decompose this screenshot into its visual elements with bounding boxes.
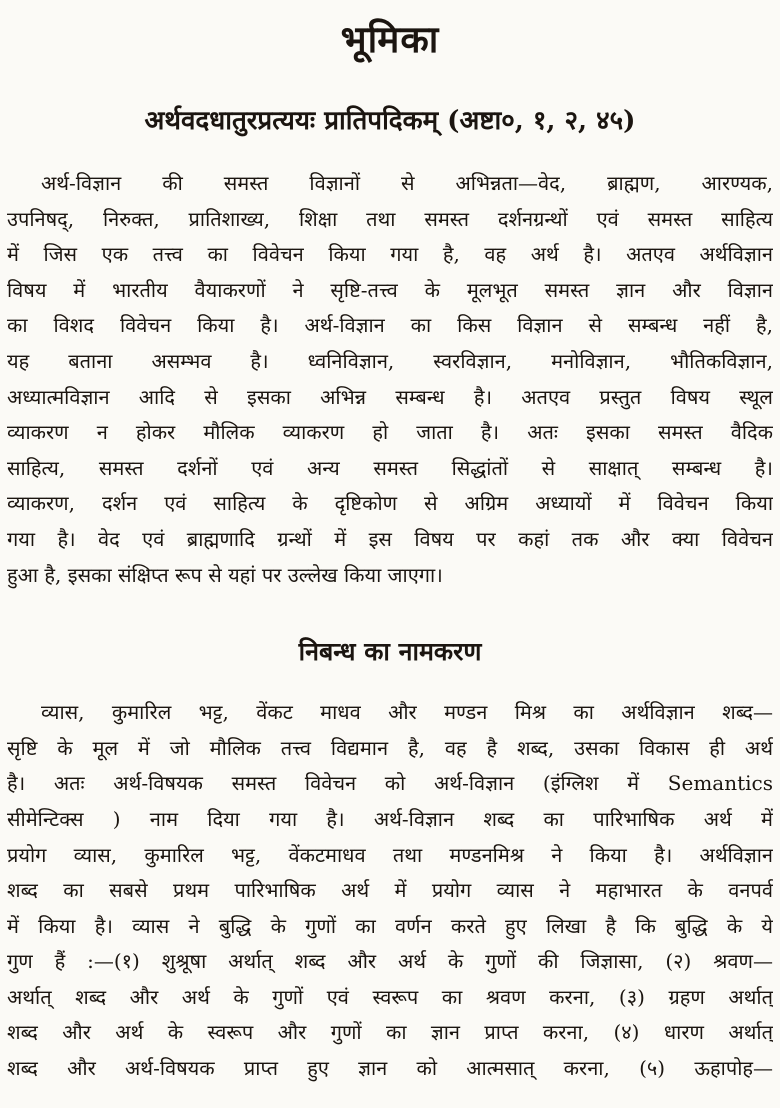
sutra-heading: अर्थवदधातुरप्रत्ययः प्रातिपदिकम् (अष्टा०, १, २, ४५): [144, 106, 636, 136]
intro-paragraph: [7, 166, 773, 593]
page-title: भूमिका: [340, 17, 440, 61]
paragraph-line: व्याकरण, दर्शन एवं साहित्य के दृष्टिकोण से अग्रिम अध्यायों में विवेचन किया: [7, 491, 773, 516]
paragraph-line: हुआ है, इसका संक्षिप्त रूप से यहां पर उल्लेख किया जाएगा।: [7, 562, 443, 587]
paragraph-line: में जिस एक तत्त्व का विवेचन किया गया है, वह अर्थ है। अतएव अर्थविज्ञान: [7, 242, 773, 267]
paragraph-line: गुण हैं :—(१) शुश्रूषा अर्थात् शब्द और अर्थ के गुणों की जिज्ञासा, (२) श्रवण—: [7, 949, 773, 974]
paragraph-line: सीमेन्टिक्स ) नाम दिया गया है। अर्थ-विज्ञान शब्द का पारिभाषिक अर्थ में: [7, 806, 773, 831]
paragraph-line: उपनिषद्, निरुक्त, प्रातिशाख्य, शिक्षा तथा समस्त दर्शनग्रन्थों एवं समस्त साहित्य: [7, 206, 773, 231]
paragraph-line: प्रयोग व्यास, कुमारिल भट्ट, वेंकटमाधव तथा मण्डनमिश्र ने किया है। अर्थविज्ञान: [7, 842, 773, 867]
paragraph-line: में किया है। व्यास ने बुद्धि के गुणों का वर्णन करते हुए लिखा है कि बुद्धि के ये: [7, 913, 773, 938]
paragraph-line: है। अतः अर्थ-विषयक समस्त विवेचन को अर्थ-विज्ञान (इंग्लिश में Semantics: [7, 771, 773, 796]
paragraph-line: अर्थ-विज्ञान की समस्त विज्ञानों से अभिन्नता—वेद, ब्राह्मण, आरण्यक,: [41, 171, 773, 195]
paragraph-line: गया है। वेद एवं ब्राह्मणादि ग्रन्थों में इस विषय पर कहां तक और क्या विवेचन: [7, 526, 773, 551]
paragraph-line: अर्थात् शब्द और अर्थ के गुणों एवं स्वरूप का श्रवण करना, (३) ग्रहण अर्थात्: [7, 984, 773, 1009]
section-heading: निबन्ध का नामकरण: [298, 637, 482, 667]
paragraph-line: शब्द और अर्थ के स्वरूप और गुणों का ज्ञान प्राप्त करना, (४) धारण अर्थात्: [7, 1020, 773, 1045]
paragraph-line: विषय में भारतीय वैयाकरणों ने सृष्टि-तत्त्व के मूलभूत समस्त ज्ञान और विज्ञान: [7, 277, 773, 302]
paragraph-line: शब्द और अर्थ-विषयक प्राप्त हुए ज्ञान को आत्मसात् करना, (५) ऊहापोह—: [7, 1056, 773, 1081]
paragraph-line: साहित्य, समस्त दर्शनों एवं अन्य समस्त सिद्धांतों से साक्षात् सम्बन्ध है।: [7, 455, 773, 480]
naming-paragraph: [7, 695, 773, 1087]
paragraph-line: का विशद विवेचन किया है। अर्थ-विज्ञान का किस विज्ञान से सम्बन्ध नहीं है,: [7, 313, 773, 338]
paragraph-line: व्याकरण न होकर मौलिक व्याकरण हो जाता है। अतः इसका समस्त वैदिक: [7, 420, 773, 445]
paragraph-line: यह बताना असम्भव है। ध्वनिविज्ञान, स्वरविज्ञान, मनोविज्ञान, भौतिकविज्ञान,: [7, 348, 773, 373]
paragraph-line: शब्द का सबसे प्रथम पारिभाषिक अर्थ में प्रयोग व्यास ने महाभारत के वनपर्व: [7, 878, 773, 903]
paragraph-line: सृष्टि के मूल में जो मौलिक तत्त्व विद्यमान है, वह है शब्द, उसका विकास ही अर्थ: [7, 735, 773, 760]
paragraph-line: अध्यात्मविज्ञान आदि से इसका अभिन्न सम्बन्ध है। अतएव प्रस्तुत विषय स्थूल: [7, 384, 773, 409]
paragraph-line: व्यास, कुमारिल भट्ट, वेंकट माधव और मण्डन मिश्र का अर्थविज्ञान शब्द—: [41, 700, 773, 725]
